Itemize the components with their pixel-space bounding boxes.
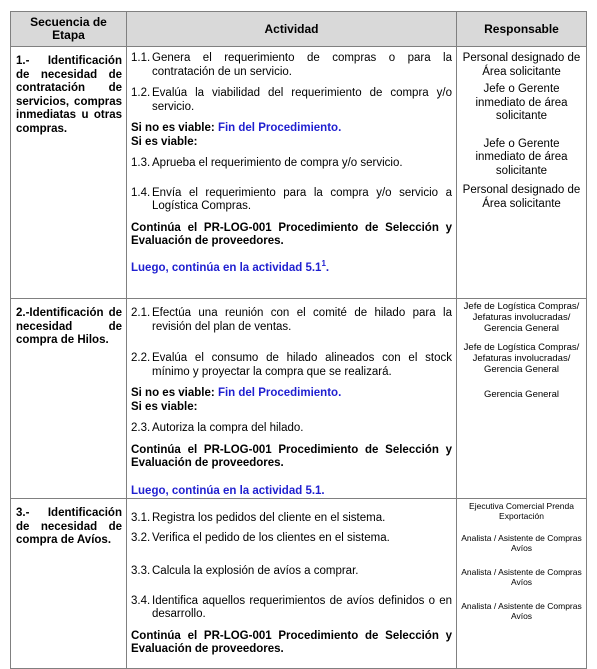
responsible-entry: Jefe o Gerente inmediato de área solicitante [475, 137, 568, 177]
header-stage: Secuencia de Etapa [11, 12, 127, 47]
continue-text: Continúa el PR-LOG-001 Procedimiento de Selección y Evaluación de proveedores. [131, 629, 452, 655]
activity-cell [127, 499, 457, 669]
next-activity-text [131, 257, 452, 275]
responsible-entry: Gerencia General [484, 389, 559, 400]
continue-text: Continúa el PR-LOG-001 Procedimiento de Selección y Evaluación de proveedores. [131, 443, 452, 469]
end-procedure-text: Fin del Procedimiento. [217, 122, 342, 134]
activity-step [131, 187, 452, 214]
step-text: Evalúa el consumo de hilado alineados con el stock mínimo y proyectar la compra que se realizará. [152, 352, 452, 378]
step-text: Calcula la explosión de avíos a comprar. [152, 565, 359, 577]
next-activity-end: . [325, 261, 330, 274]
step-text: Registra los pedidos del cliente en el sistema. [152, 512, 386, 524]
step-number: 1.3. [131, 157, 151, 169]
activity-step [131, 87, 452, 114]
procedure-table [10, 11, 587, 669]
activity-cell [127, 47, 457, 299]
step-number: 3.1. [131, 512, 151, 524]
header-responsible: Responsable [457, 12, 587, 47]
activity-step [131, 422, 452, 436]
not-viable-label: Si no es viable: [131, 122, 215, 134]
step-text: Efectúa una reunión con el comité de hilado para la revisión del plan de ventas. [152, 307, 452, 333]
step-number: 1.2. [131, 87, 151, 99]
activity-step [131, 352, 452, 379]
activity-step [131, 595, 452, 622]
table-row [11, 499, 587, 669]
activity-step [131, 532, 452, 546]
activity-cell [127, 299, 457, 499]
viable-label: Si es viable: [131, 135, 198, 148]
responsible-entry: Personal designado de Área solicitante [462, 52, 581, 78]
step-text: Aprueba el requerimiento de compra y/o servicio. [152, 157, 403, 169]
step-text: Genera el requerimiento de compras o para la contratación de un servicio. [152, 52, 452, 78]
step-text: Evalúa la viabilidad del requerimiento de compra y/o servicio. [152, 87, 452, 113]
table-row [11, 299, 587, 499]
stage-cell: 3.- Identificación de necesidad de compra de Avíos. [11, 499, 127, 669]
responsible-cell [457, 47, 587, 299]
step-text: Autoriza la compra del hilado. [152, 422, 304, 434]
responsible-entry: Ejecutiva Comercial Prenda Exportación [469, 501, 574, 521]
responsible-cell [457, 499, 587, 669]
end-procedure-text: Fin del Procedimiento. [217, 387, 342, 399]
viable-label: Si es viable: [131, 400, 198, 413]
responsible-entry: Jefe de Logística Compras/ Jefaturas involucradas/ Gerencia General [463, 342, 580, 375]
next-activity-text: Luego, continúa en la actividad 5.1. [131, 484, 325, 497]
step-number: 1.4. [131, 186, 151, 199]
step-number: 2.2. [131, 352, 151, 364]
step-number: 2.3. [131, 422, 151, 434]
activity-step [131, 307, 452, 334]
responsible-entry: Analista / Asistente de Compras Avíos [461, 601, 582, 621]
step-number: 2.1. [131, 307, 151, 319]
activity-step [131, 157, 452, 171]
table-header-row [11, 12, 587, 47]
header-activity: Actividad [127, 12, 457, 47]
responsible-entry: Analista / Asistente de Compras Avíos [461, 567, 582, 587]
responsible-entry: Personal designado de Área solicitante [462, 184, 581, 210]
activity-step [131, 52, 452, 79]
step-number: 1.1. [131, 52, 151, 64]
responsible-entry: Jefe o Gerente inmediato de área solicitante [475, 83, 568, 122]
activity-step [131, 565, 452, 579]
continue-text: Continúa el PR-LOG-001 Procedimiento de Selección y Evaluación de proveedores. [131, 221, 452, 247]
step-number: 3.3. [131, 565, 151, 577]
responsible-entry: Jefe de Logística Compras/ Jefaturas involucradas/ Gerencia General [463, 301, 580, 334]
stage-cell: 2.-Identificación de necesidad de compra de Hilos. [11, 299, 127, 499]
table-row [11, 47, 587, 299]
next-activity-label: Luego, continúa en la actividad 5.1 [131, 261, 322, 274]
step-text: Envía el requerimiento para la compra y/o servicio a Logística Compras. [152, 186, 452, 212]
step-text: Identifica aquellos requerimientos de avíos definidos o en desarrollo. [152, 594, 452, 620]
activity-step [131, 512, 452, 526]
not-viable-label: Si no es viable: [131, 387, 215, 399]
not-viable-line [131, 122, 452, 136]
footnote-marker: 1 [321, 258, 326, 268]
step-number: 3.4. [131, 594, 151, 607]
stage-cell: 1.- Identificación de necesidad de contratación de servicios, compras inmediatas u otras compras. [11, 47, 127, 299]
not-viable-line [131, 387, 452, 401]
step-text: Verifica el pedido de los clientes en el sistema. [152, 531, 390, 544]
responsible-cell [457, 299, 587, 499]
responsible-entry: Analista / Asistente de Compras Avíos [461, 533, 582, 553]
step-number: 3.2. [131, 531, 151, 544]
